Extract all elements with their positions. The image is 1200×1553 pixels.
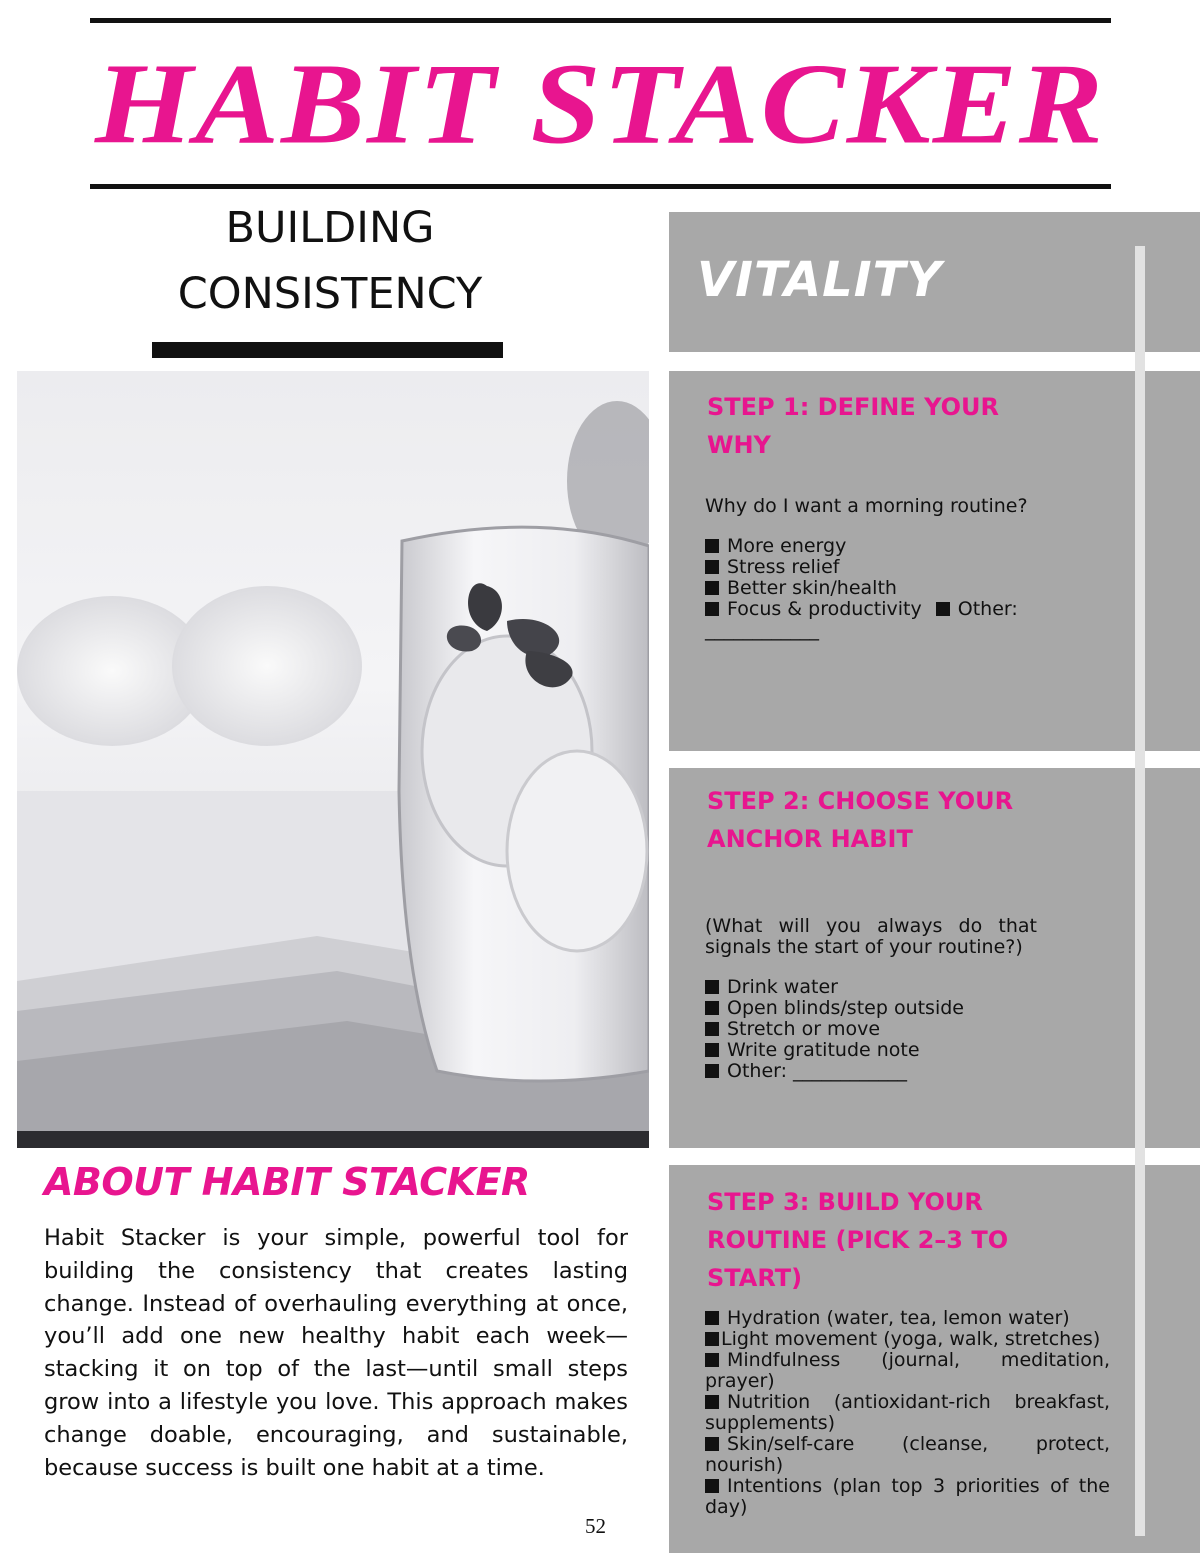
step-1-option[interactable]: More energy (705, 536, 1037, 557)
checkbox-square-icon[interactable] (705, 1353, 719, 1367)
subtitle-line-1: BUILDING (225, 203, 435, 253)
checkbox-square-icon[interactable] (705, 602, 719, 616)
checkbox-square-icon[interactable] (705, 581, 719, 595)
checkbox-square-icon[interactable] (705, 1332, 719, 1346)
step-2-content (705, 916, 1037, 1082)
step-2-option[interactable]: Open blinds/step outside (705, 998, 1037, 1019)
title-underline-rule (90, 184, 1111, 189)
checkbox-square-icon[interactable] (705, 1395, 719, 1409)
page-number: 52 (585, 1514, 606, 1538)
step-1-option[interactable]: Stress relief (705, 557, 1037, 578)
vertical-divider-line (1135, 246, 1145, 1536)
step-1-option[interactable]: Better skin/health (705, 578, 1037, 599)
checkbox-square-icon[interactable] (936, 602, 950, 616)
step-1-option[interactable]: Other: ____________ (705, 598, 1018, 641)
subtitle-line-2: CONSISTENCY (177, 269, 483, 319)
step-3-option[interactable]: Skin/self-care (cleanse, protect, nourish) (705, 1433, 1110, 1476)
checkbox-square-icon[interactable] (705, 560, 719, 574)
glass-of-lemon-water-image (17, 371, 649, 1148)
step-2-option[interactable]: Other: ____________ (705, 1061, 1037, 1082)
step-3-option[interactable]: Light movement (yoga, walk, stretches) (705, 1329, 1110, 1350)
step-3-option[interactable]: Mindfulness (journal, meditation, prayer) (705, 1349, 1110, 1392)
step-3-option[interactable]: Intentions (plan top 3 priorities of the day) (705, 1475, 1110, 1518)
checkbox-square-icon[interactable] (705, 1064, 719, 1078)
step-2-option[interactable]: Write gratitude note (705, 1040, 1037, 1061)
about-paragraph: Habit Stacker is your simple, powerful tool for building the consistency that creates lasting change. Instead of overhauling everything at once, you’ll add one new healthy habit each week—stacking it on top of the last—until small steps grow into a lifestyle you love. This approach makes change doable, encouraging, and sustainable, because success is built one habit at a time. (44, 1225, 628, 1481)
step-1-content (705, 496, 1037, 641)
step-3-title: STEP 3: BUILD YOUR ROUTINE (PICK 2–3 TO START) (707, 1188, 1009, 1292)
checkbox-square-icon[interactable] (705, 1001, 719, 1015)
checkbox-square-icon[interactable] (705, 1043, 719, 1057)
step-2-question: (What will you always do that signals the start of your routine?) (705, 915, 1037, 958)
checkbox-square-icon[interactable] (705, 1479, 719, 1493)
about-heading: ABOUT HABIT STACKER (44, 1160, 530, 1204)
checkbox-square-icon[interactable] (705, 980, 719, 994)
checkbox-square-icon[interactable] (705, 1437, 719, 1451)
photo-illustration (17, 371, 649, 1148)
checkbox-square-icon[interactable] (705, 539, 719, 553)
step-3-option[interactable]: Hydration (water, tea, lemon water) (705, 1308, 1110, 1329)
step-3-content (705, 1308, 1110, 1518)
vitality-heading: VITALITY (697, 252, 943, 308)
checkbox-square-icon[interactable] (705, 1022, 719, 1036)
step-1-title: STEP 1: DEFINE YOUR WHY (707, 393, 1000, 459)
top-rule (90, 18, 1111, 23)
step-2-option[interactable]: Drink water (705, 977, 1037, 998)
step-3-option[interactable]: Nutrition (antioxidant-rich breakfast, supplements) (705, 1391, 1110, 1434)
page-title: HABIT STACKER (95, 40, 1105, 169)
step-1-question: Why do I want a morning routine? (705, 495, 1028, 517)
step-1-option[interactable]: Focus & productivity (705, 598, 922, 620)
subtitle-bar (152, 342, 503, 358)
step-2-title: STEP 2: CHOOSE YOUR ANCHOR HABIT (707, 787, 1014, 853)
step-2-option[interactable]: Stretch or move (705, 1019, 1037, 1040)
checkbox-square-icon[interactable] (705, 1311, 719, 1325)
